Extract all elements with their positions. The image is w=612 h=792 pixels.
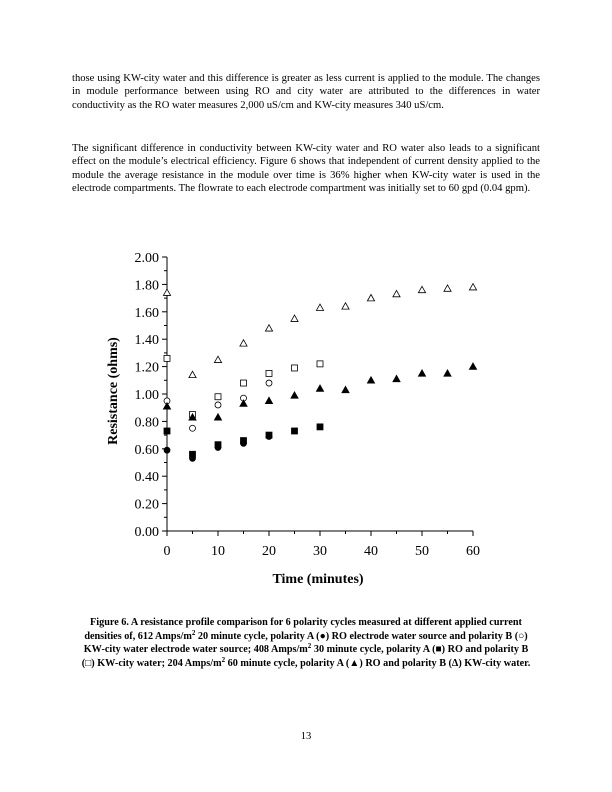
y-axis-label: Resistance (ohms) bbox=[106, 337, 121, 445]
y-tick-label: 0.80 bbox=[134, 415, 159, 431]
open-triangle-point bbox=[367, 295, 374, 301]
resistance-scatter-plot bbox=[95, 245, 515, 590]
filled-square-point bbox=[164, 428, 170, 434]
filled-square-point bbox=[190, 451, 196, 457]
open-triangle-point bbox=[444, 285, 451, 291]
page-number: 13 bbox=[300, 731, 312, 742]
filled-square-point bbox=[266, 432, 272, 438]
filled-square-point bbox=[241, 438, 247, 444]
filled-triangle-point bbox=[265, 397, 272, 403]
filled-square-point bbox=[215, 442, 221, 448]
open-square-point bbox=[292, 365, 298, 371]
open-circle-point bbox=[266, 380, 272, 386]
y-tick-label: 1.80 bbox=[134, 278, 159, 294]
open-triangle-point bbox=[469, 284, 476, 290]
open-triangle-point bbox=[163, 289, 170, 295]
filled-triangle-point bbox=[163, 403, 170, 409]
open-circle-point bbox=[190, 425, 196, 431]
caption-part-2: 20 minute cycle, polarity A (●) RO electrode water source and polarity B (○) KW-city water electrode water source; 408 Amps/m bbox=[83, 630, 528, 656]
x-tick-label: 40 bbox=[364, 544, 378, 559]
open-triangle-point bbox=[342, 303, 349, 309]
filled-square-point bbox=[317, 424, 323, 430]
filled-triangle-point bbox=[342, 386, 349, 392]
caption-sup-3: 2 bbox=[221, 655, 226, 664]
open-triangle-point bbox=[418, 286, 425, 292]
open-square-point bbox=[164, 355, 170, 361]
open-triangle-point bbox=[214, 356, 221, 362]
open-square-point bbox=[266, 370, 272, 376]
y-tick-label: 1.60 bbox=[134, 305, 159, 321]
caption-part-1: Figure 6. A resistance profile comparison for 6 polarity cycles measured at different applied current densities of, 612 Amps/m bbox=[84, 617, 522, 642]
x-tick-label: 30 bbox=[313, 544, 327, 559]
filled-triangle-point bbox=[367, 377, 374, 383]
caption-part-3: 30 minute cycle, polarity A (■) RO and polarity B (□) KW-city water; 204 Amps/m bbox=[81, 644, 529, 669]
filled-triangle-point bbox=[418, 370, 425, 376]
filled-triangle-point bbox=[393, 375, 400, 381]
caption-sup-2: 2 bbox=[307, 642, 312, 651]
x-tick-label: 60 bbox=[466, 544, 480, 559]
y-tick-label: 0.60 bbox=[134, 442, 159, 458]
open-circle-point bbox=[215, 402, 221, 408]
open-triangle-point bbox=[316, 304, 323, 310]
filled-triangle-point bbox=[469, 363, 476, 369]
open-triangle-point bbox=[265, 325, 272, 331]
x-tick-label: 50 bbox=[415, 544, 429, 559]
y-tick-label: 0.20 bbox=[134, 497, 159, 513]
y-tick-label: 1.00 bbox=[134, 388, 159, 403]
paragraph-2: The significant difference in conductivity between KW-city water and RO water also leads to a significant effect on the module’s electrical efficiency. Figure 6 shows that independent of current density applied to the module the average resistance in the module over time is 36% higher when KW-city water is used in the electrode compartments. The flowrate to each electrode compartment was initially set to 60 gpd (0.04 gpm). bbox=[72, 143, 540, 195]
caption-part-4: 60 minute cycle, polarity A (▲) RO and polarity B (Δ) KW-city water. bbox=[225, 657, 531, 669]
figure-6-chart bbox=[95, 245, 515, 590]
open-square-point bbox=[317, 361, 323, 367]
x-tick-label: 10 bbox=[211, 544, 225, 559]
y-tick-label: 0.40 bbox=[134, 470, 159, 486]
x-tick-label: 0 bbox=[163, 544, 171, 559]
open-triangle-point bbox=[189, 371, 196, 377]
open-square-point bbox=[241, 380, 247, 386]
filled-triangle-point bbox=[214, 414, 221, 420]
filled-triangle-point bbox=[316, 385, 323, 391]
open-triangle-point bbox=[393, 290, 400, 296]
open-square-point bbox=[215, 394, 221, 400]
y-tick-label: 0.00 bbox=[134, 525, 159, 540]
paragraph-1: those using KW-city water and this difference is greater as less current is applied to the module. The changes in module performance between using RO and city water are attributed to the differences in water conductivity as the RO water measures 2,000 uS/cm and KW-city measures 340 uS/cm. bbox=[72, 73, 540, 111]
open-triangle-point bbox=[240, 340, 247, 346]
x-axis-label: Time (minutes) bbox=[272, 572, 364, 587]
y-tick-label: 1.40 bbox=[134, 333, 159, 349]
y-tick-label: 1.20 bbox=[134, 360, 159, 376]
caption-sup-1: 2 bbox=[191, 628, 196, 637]
filled-square-point bbox=[292, 428, 298, 434]
figure-caption bbox=[76, 616, 536, 670]
filled-triangle-point bbox=[291, 392, 298, 398]
filled-triangle-point bbox=[240, 400, 247, 406]
open-triangle-point bbox=[291, 315, 298, 321]
filled-circle-point bbox=[164, 447, 170, 453]
filled-triangle-point bbox=[444, 370, 451, 376]
y-tick-label: 2.00 bbox=[134, 251, 159, 266]
x-tick-label: 20 bbox=[262, 544, 276, 559]
